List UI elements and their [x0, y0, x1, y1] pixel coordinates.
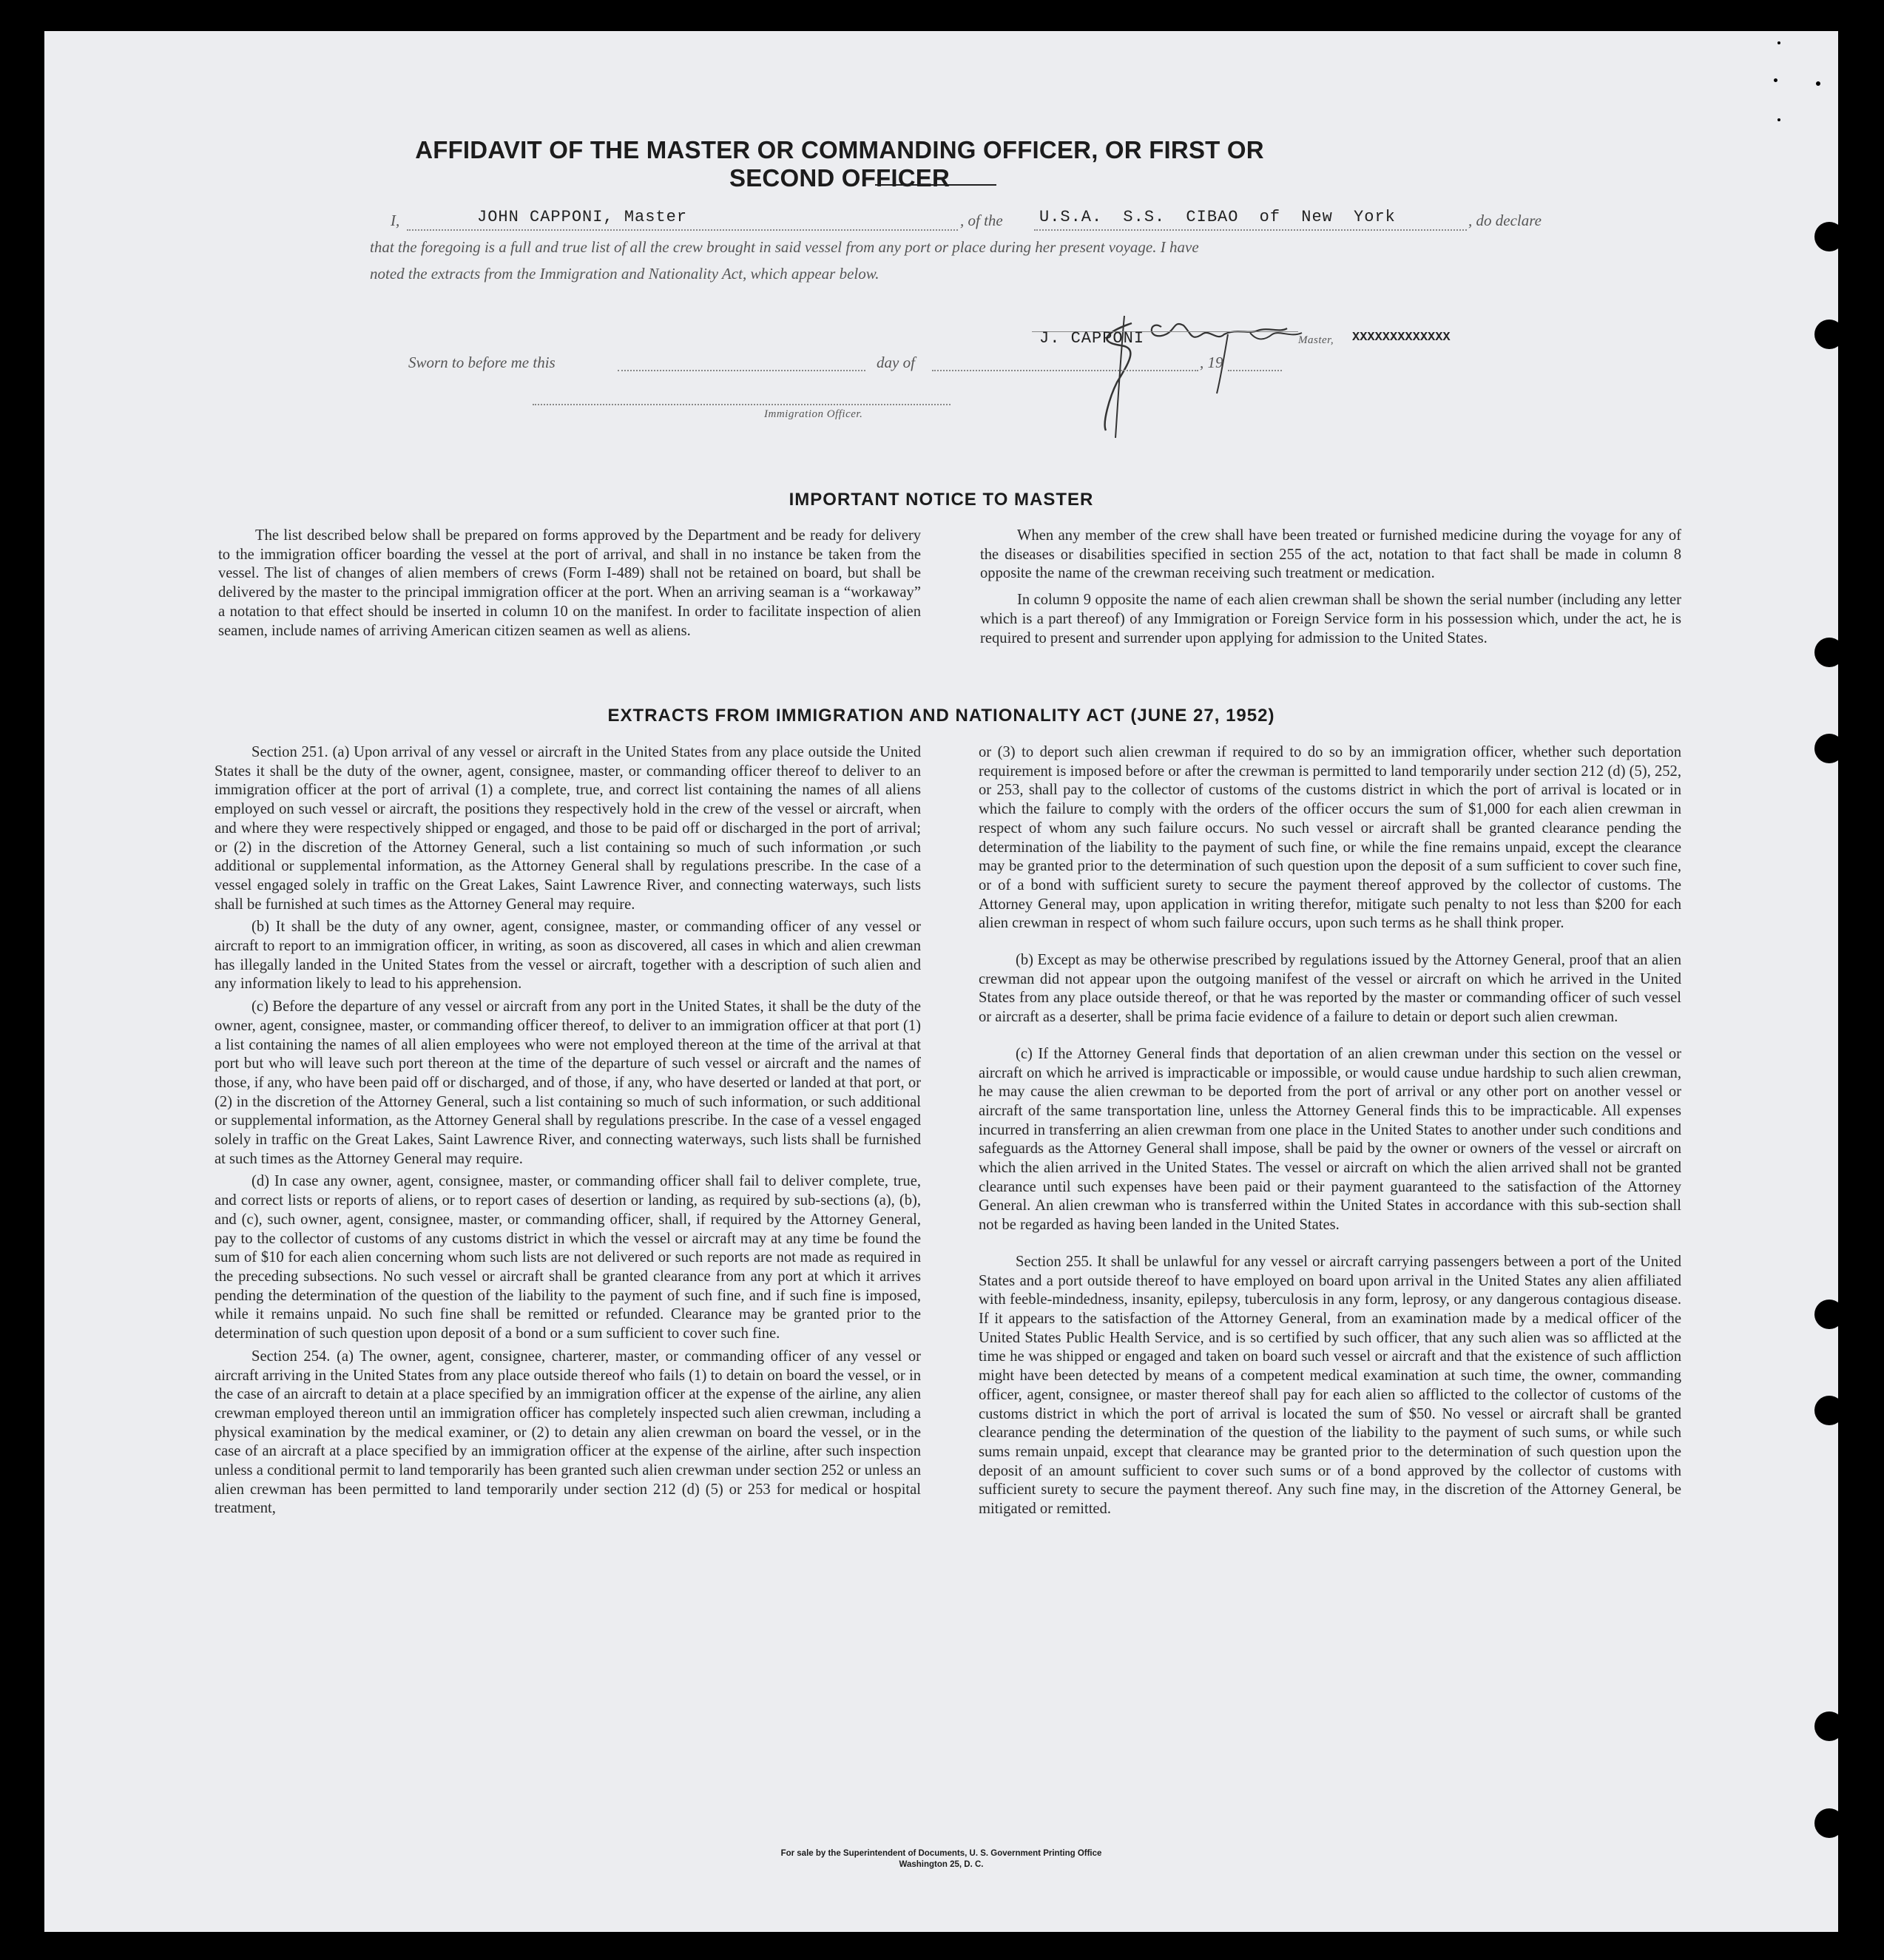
immigration-officer-label: Immigration Officer. [764, 408, 863, 420]
extract-paragraph: (c) Before the departure of any vessel or aircraft from any port in the United States, it shall be the duty of the owner, agent, consignee, master, or commanding officer thereof, to deliver to an immigration officer at that port (1) a list containing the names of all alien employees who were not employed thereon at the time of the arrival at that port but who will leave such port thereon at the time of the departure of such vessel or aircraft and the names of those, if any, who have been paid off or discharged, and of those, if any, who have deserted or landed at that port, or (2) in the discretion of the Attorney General, such a list containing so much of such information, or such additional or supplemental information, as the Attorney General shall by regulations prescribe. In the case of a vessel engaged solely in traffic on the Great Lakes, Saint Lawrence River, and connecting waterways, such lists shall be furnished at such times as the Attorney General may require. [215, 998, 921, 1167]
year-fill-line [1228, 370, 1282, 371]
extract-paragraph: (b) Except as may be otherwise prescribed by regulations issued by the Attorney General, proof that an alien crewman did not appear upon the outgoing manifest of the vessel or aircraft on which he arrived in the United States from any place outside thereof, or that he was reported by the master or commanding officer of such vessel or aircraft as a deserter, shall be prima facie evidence of a failure to detain or deport such alien crewman. [979, 952, 1681, 1026]
officer-signature-line [533, 404, 951, 405]
binder-hole [1814, 1396, 1844, 1425]
of-the-label: , of the [960, 212, 1003, 229]
extract-paragraph: Section 254. (a) The owner, agent, consignee, charterer, master, or commanding officer of any vessel or aircraft arriving in the United States from any place outside thereof who fails (1) to detain on board the vessel, or in the case of an aircraft to detain at a place specified by an immigration officer at the expense of the airline, any alien crewman employed thereon until an immigration officer has completely inspected such alien crewman, including a physical examination by the medical examiner, or (2) to detain any alien crewman on board the vessel, or in the case of an aircraft at a place specified by an immigration officer at the expense of the airline, after such inspection unless a conditional permit to land temporarily has been granted such alien crewman under section 252 or unless an alien crewman has been permitted to land temporarily under section 212 (d) (5) or 253 for medical or hospital treatment, [215, 1348, 921, 1517]
notice-paragraph: The list described below shall be prepared on forms approved by the Department and be ready for delivery to the immigration officer boarding the vessel at the port of arrival, and shall in no instance be taken from the vessel. The list of changes of alien members of crews (Form I-489) shall not be retained on board, but shall be delivered by the master to the principal immigration officer at the port. When an arriving seaman is a “workaway” a notation to that effect should be inserted in column 10 on the manifest. In order to facilitate inspection of alien seamen, include names of arriving American citizen seamen as well as aliens. [218, 527, 921, 639]
binder-hole [1814, 734, 1844, 763]
struck-title-text: XXXXXXXXXXXXX [1352, 331, 1451, 345]
name-fill-line [407, 229, 958, 231]
notice-paragraph: When any member of the crew shall have been treated or furnished medicine during the voyage for any of the diseases or disabilities specified in section 255 of the act, notation to that fact shall be made in column 8 opposite the name of the crewman receiving such treatment or medication. [980, 527, 1681, 582]
footer-line-2: Washington 25, D. C. [899, 1860, 984, 1869]
extract-paragraph: Section 255. It shall be unlawful for any vessel or aircraft carrying passengers between a port of the United States and a port outside thereof to have employed on board upon arrival in the United States any alien affiliated with feeble-mindedness, insanity, epilepsy, tuberculosis in any form, leprosy, or any dangerous contagious disease. If it appears to the satisfaction of the Attorney General, from an examination made by a medical officer of the United States Public Health Service, and is so certified by such officer, that any such alien was so afflicted at the time he was shipped or engaged and taken on board such vessel or aircraft and that the existence of such affliction might have been detected by means of a competent medical examination at such time, the owner, commanding officer, agent, consignee, or master thereof shall pay for each alien so afflicted to the collector of customs of the customs district in which the port of arrival is located the sum of $50. No vessel or aircraft shall be granted clearance pending the determination of the question of the liability to the payment of such sums, or while such sums remain unpaid, except that clearance may be granted prior to the determination of such question upon the deposit of an amount sufficient to cover such sums or of a bond approved by the collector of customs with sufficient surety to secure the payment thereof. Any such fine may, in the discretion of the Attorney General, be mitigated or remitted. [979, 1253, 1681, 1518]
extract-paragraph: (c) If the Attorney General finds that deportation of an alien crewman under this section on the vessel or aircraft on which he arrived is impracticable or impossible, or would cause undue hardship to such alien crewman, he may cause the alien crewman to be deported from the port of arrival or any other port on another vessel or aircraft of the same transportation line, unless the Attorney General finds this to be impracticable. All expenses incurred in transferring an alien crewman from one place in the United States to another under such conditions and safeguards as the Attorney General shall impose, shall be paid by the owner or owners of the vessel or aircraft on which the alien arrived in the United States. The vessel or aircraft on which the alien arrived shall not be granted clearance until such expenses have been paid or their payment guaranteed to the satisfaction of the Attorney General. An alien crewman who is transferred within the United States in accordance with this sub-section shall not be regarded as having been landed in the United States. [979, 1045, 1681, 1234]
binder-hole [1814, 1808, 1844, 1838]
master-name-value: JOHN CAPPONI, Master [477, 208, 688, 226]
do-declare-label: , do declare [1468, 212, 1542, 229]
notice-paragraph: In column 9 opposite the name of each alien crewman shall be shown the serial number (including any letter which is a part thereof) of any Immigration or Foreign Service form in his possession which, under the act, he is required to present and surrender upon applying for admission to the United States. [980, 592, 1681, 646]
footer-line-1: For sale by the Superintendent of Documents, U. S. Government Printing Office [780, 1849, 1102, 1858]
sworn-label: Sworn to before me this [408, 354, 556, 371]
scan-speck [1816, 81, 1820, 86]
binder-hole [1814, 320, 1844, 349]
sworn-day-fill-line [618, 370, 865, 371]
day-of-label: day of [877, 354, 915, 371]
notice-right-column [980, 527, 1681, 652]
binder-hole [1814, 1300, 1844, 1329]
vessel-fill-line [1034, 229, 1467, 231]
affidavit-title: AFFIDAVIT OF THE MASTER OR COMMANDING OFFICER, OR FIRST OR SECOND OFFICER [415, 136, 1264, 192]
extract-paragraph: (d) In case any owner, agent, consignee, master, or commanding officer shall fail to deliver complete, true, and correct lists or reports of aliens, or to report cases of desertion or landing, as required by sub-sections (a), (b), and (c), such owner, agent, consignee, master, or commanding officer, shall, if required by the Attorney General, pay to the collector of customs of any customs district in which the vessel or aircraft may at any time be found the sum of $10 for each alien concerning whom such lists are not delivered or such reports are not made as required in the preceding subsections. No such vessel or aircraft shall be granted clearance from any port at which it arrives pending the determination of the question of the liability to the payment of such fine, and if such fine is imposed, while it remains unpaid. No such fine shall be remitted or refunded. Clearance may be granted prior to the determination of such question upon deposit of a bond or a sum sufficient to cover such fine. [215, 1173, 921, 1342]
month-fill-line [932, 370, 1198, 371]
binder-hole [1814, 222, 1844, 251]
typed-signature: J. CAPPONI [1039, 329, 1145, 348]
extracts-right-column [979, 743, 1681, 1523]
scan-speck [1777, 41, 1780, 44]
i-label: I, [391, 212, 400, 229]
extract-paragraph: (b) It shall be the duty of any owner, agent, consignee, master, or commanding officer of any vessel or aircraft to report to an immigration officer, in writing, as soon as discovered, all cases in which and alien crewman has illegally landed in the United States from the vessel or aircraft, together with a description of such alien and any information likely to lead to his apprehension. [215, 919, 921, 993]
declaration-line-3: noted the extracts from the Immigration and Nationality Act, which appear below. [370, 265, 879, 283]
extracts-left-column [215, 743, 921, 1522]
year-label: , 19 [1200, 354, 1223, 371]
vessel-value: U.S.A. S.S. CIBAO of New York [1039, 208, 1396, 226]
document-page [44, 31, 1838, 1932]
extract-paragraph: or (3) to deport such alien crewman if required to do so by an immigration officer, whether such deportation requirement is imposed before or after the crewman is permitted to land temporarily under section 212 (d) (5), 252, or 253, shall pay to the collector of customs of the customs district in which the port of arrival is located or in which the failure to comply with the orders of the officer occurs the sum of $1,000 for each alien crewman in respect of whom any such failure occurs. No such vessel or aircraft shall be granted clearance pending the determination of the liability to the payment of such fine, or while the fine remains unpaid, except the clearance may be granted prior to the determination of such question upon the deposit of a sum sufficient to cover such fine, or of a bond with sufficient surety to secure the payment thereof approved by the collector of customs. The Attorney General may, upon application in writing therefor, mitigate such penalty to not less than $200 for each alien crewman in respect of whom such failure occurs, upon such terms as he shall think proper. [979, 744, 1681, 932]
master-label: Master, [1298, 334, 1334, 346]
declaration-line-2: that the foregoing is a full and true list of all the crew brought in said vessel from any port or place during her present voyage. I have [370, 238, 1199, 256]
binder-hole [1814, 638, 1844, 667]
title-divider [875, 184, 996, 186]
scan-speck [1777, 118, 1780, 121]
extract-paragraph: Section 251. (a) Upon arrival of any vessel or aircraft in the United States from any place outside the United States it shall be the duty of the owner, agent, consignee, master, or commanding officer thereof to deliver to an immigration officer at the port of arrival (1) a complete, true, and correct list containing the names of all aliens employed on such vessel or aircraft, the positions they respectively hold in the crew of the vessel or aircraft, when and where they were respectively shipped or engaged, and those to be paid off or discharged in the port of arrival; or (2) in the discretion of the Attorney General, such a list containing so much of such information ,or such additional or supplemental information, as the Attorney General shall by regulations prescribe. In the case of a vessel engaged solely in traffic on the Great Lakes, Saint Lawrence River, and connecting waterways, such lists shall be furnished at such times as the Attorney General may require. [215, 744, 921, 913]
notice-heading: IMPORTANT NOTICE TO MASTER [789, 490, 1094, 510]
extracts-heading: EXTRACTS FROM IMMIGRATION AND NATIONALITY ACT (JUNE 27, 1952) [607, 706, 1275, 726]
notice-left-column [218, 527, 921, 644]
printing-office-footer [44, 1848, 1838, 1871]
scan-speck [1774, 78, 1777, 82]
binder-hole [1814, 1711, 1844, 1741]
